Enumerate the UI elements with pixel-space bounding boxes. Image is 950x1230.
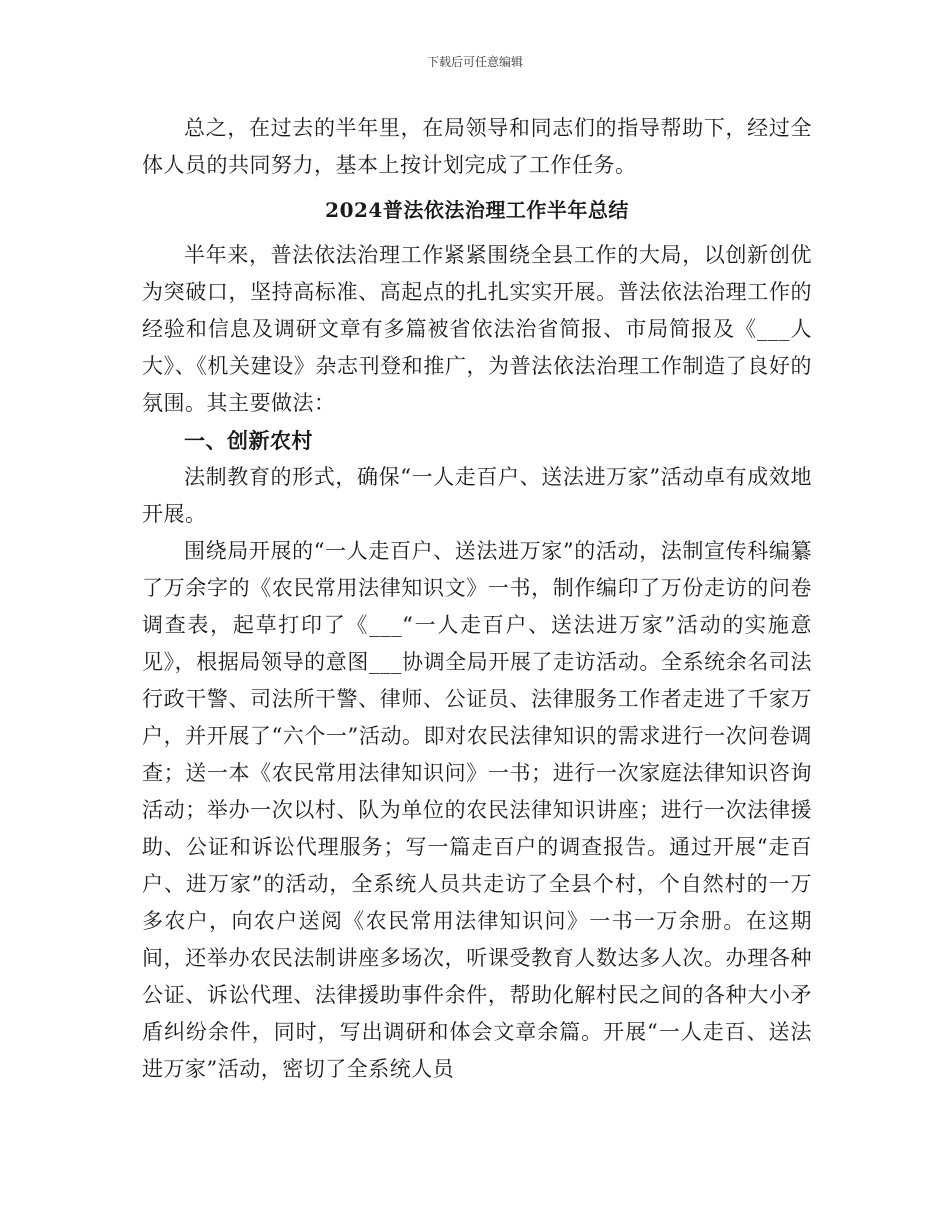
document-title: 2024普法依法治理工作半年总结 bbox=[325, 198, 629, 222]
paragraph-2: 法制教育的形式，确保“一人走百户、送法进万家”活动卓有成效地开展。 bbox=[142, 465, 812, 526]
intro-paragraph: 总之，在过去的半年里，在局领导和同志们的指导帮助下，经过全体人员的共同努力，基本上按计划完成了工作任务。 bbox=[142, 116, 812, 177]
page-header: 下载后可任意编辑 bbox=[426, 55, 523, 69]
document-body bbox=[142, 110, 812, 1088]
paragraph-1: 半年来，普法依法治理工作紧紧围绕全县工作的大局，以创新创优为突破口，坚持高标准、高起点的扎扎实实开展。普法依法治理工作的经验和信息及调研文章有多篇被省依法治省简报、市局简报及《___人大》、《机关建设》杂志刊登和推广，为普法依法治理工作制造了良好的氛围。其主要做法： bbox=[142, 243, 812, 415]
paragraph-3: 围绕局开展的“一人走百户、送法进万家”的活动，法制宣传科编纂了万余字的《农民常用法律知识文》一书，制作编印了万份走访的问卷调查表，起草打印了《___“一人走百户、送法进万家”活动的实施意见》，根据局领导的意图___协调全局开展了走访活动。全系统余名司法行政干警、司法所干警、律师、公证员、法律服务工作者走进了千家万户，并开展了“六个一”活动。即对农民法律知识的需求进行一次问卷调查；送一本《农民常用法律知识问》一书；进行一次家庭法律知识咨询活动；举办一次以村、队为单位的农民法律知识讲座；进行一次法律援助、公证和诉讼代理服务；写一篇走百户的调查报告。通过开展“走百户、进万家”的活动，全系统人员共走访了全县个村，个自然村的一万多农户，向农户送阅《农民常用法律知识问》一书一万余册。在这期间，还举办农民法制讲座多场次，听课受教育人数达多人次。办理各种公证、诉讼代理、法律援助事件余件，帮助化解村民之间的各种大小矛盾纠纷余件，同时，写出调研和体会文章余篇。开展“一人走百、送法进万家”活动，密切了全系统人员 bbox=[142, 539, 812, 1081]
section-1-heading: 一、创新农村 bbox=[184, 428, 313, 453]
